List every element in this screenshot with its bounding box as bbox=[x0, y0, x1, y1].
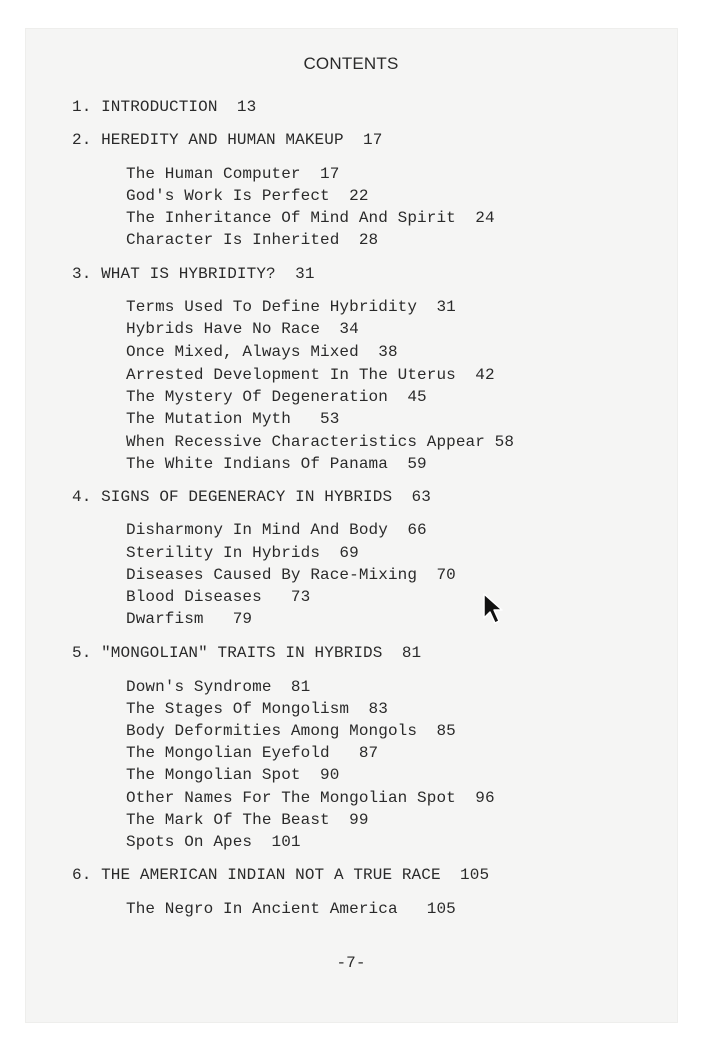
page-title: CONTENTS bbox=[303, 54, 399, 73]
toc-entry: The White Indians Of Panama 59 bbox=[126, 455, 427, 473]
toc-chapter-4: 4. SIGNS OF DEGENERACY IN HYBRIDS 63 bbox=[72, 488, 431, 506]
toc-entry: Other Names For The Mongolian Spot 96 bbox=[126, 789, 495, 807]
toc-entry: Diseases Caused By Race-Mixing 70 bbox=[126, 566, 456, 584]
toc-entry: Blood Diseases 73 bbox=[126, 588, 311, 606]
toc-entry: Arrested Development In The Uterus 42 bbox=[126, 366, 495, 384]
toc-entry: Sterility In Hybrids 69 bbox=[126, 544, 359, 562]
toc-entry: Terms Used To Define Hybridity 31 bbox=[126, 298, 456, 316]
toc-chapter-5: 5. "MONGOLIAN" TRAITS IN HYBRIDS 81 bbox=[72, 644, 422, 662]
toc-entry: Character Is Inherited 28 bbox=[126, 231, 379, 249]
toc-entry: The Mutation Myth 53 bbox=[126, 410, 340, 428]
toc-entry: Hybrids Have No Race 34 bbox=[126, 320, 359, 338]
toc-entry: Dwarfism 79 bbox=[126, 610, 253, 628]
toc-entry: Once Mixed, Always Mixed 38 bbox=[126, 343, 398, 361]
toc-entry: Disharmony In Mind And Body 66 bbox=[126, 521, 427, 539]
toc-entry: The Inheritance Of Mind And Spirit 24 bbox=[126, 209, 495, 227]
toc-entry: Down's Syndrome 81 bbox=[126, 678, 311, 696]
mouse-pointer-icon bbox=[482, 592, 504, 626]
page-number: -7- bbox=[336, 954, 366, 972]
toc-entry: Body Deformities Among Mongols 85 bbox=[126, 722, 456, 740]
toc-chapter-3: 3. WHAT IS HYBRIDITY? 31 bbox=[72, 265, 315, 283]
toc-entry: Spots On Apes 101 bbox=[126, 833, 301, 851]
toc-chapter-1: 1. INTRODUCTION 13 bbox=[72, 98, 257, 116]
toc-entry: The Negro In Ancient America 105 bbox=[126, 900, 456, 918]
toc-entry: When Recessive Characteristics Appear 58 bbox=[126, 433, 515, 451]
toc-chapter-2: 2. HEREDITY AND HUMAN MAKEUP 17 bbox=[72, 131, 383, 149]
toc-entry: God's Work Is Perfect 22 bbox=[126, 187, 369, 205]
toc-chapter-6: 6. THE AMERICAN INDIAN NOT A TRUE RACE 105 bbox=[72, 866, 490, 884]
toc-entry: The Mongolian Eyefold 87 bbox=[126, 744, 379, 762]
toc-entry: The Human Computer 17 bbox=[126, 165, 340, 183]
toc-entry: The Stages Of Mongolism 83 bbox=[126, 700, 388, 718]
toc-entry: The Mark Of The Beast 99 bbox=[126, 811, 369, 829]
toc-entry: The Mongolian Spot 90 bbox=[126, 766, 340, 784]
toc-entry: The Mystery Of Degeneration 45 bbox=[126, 388, 427, 406]
